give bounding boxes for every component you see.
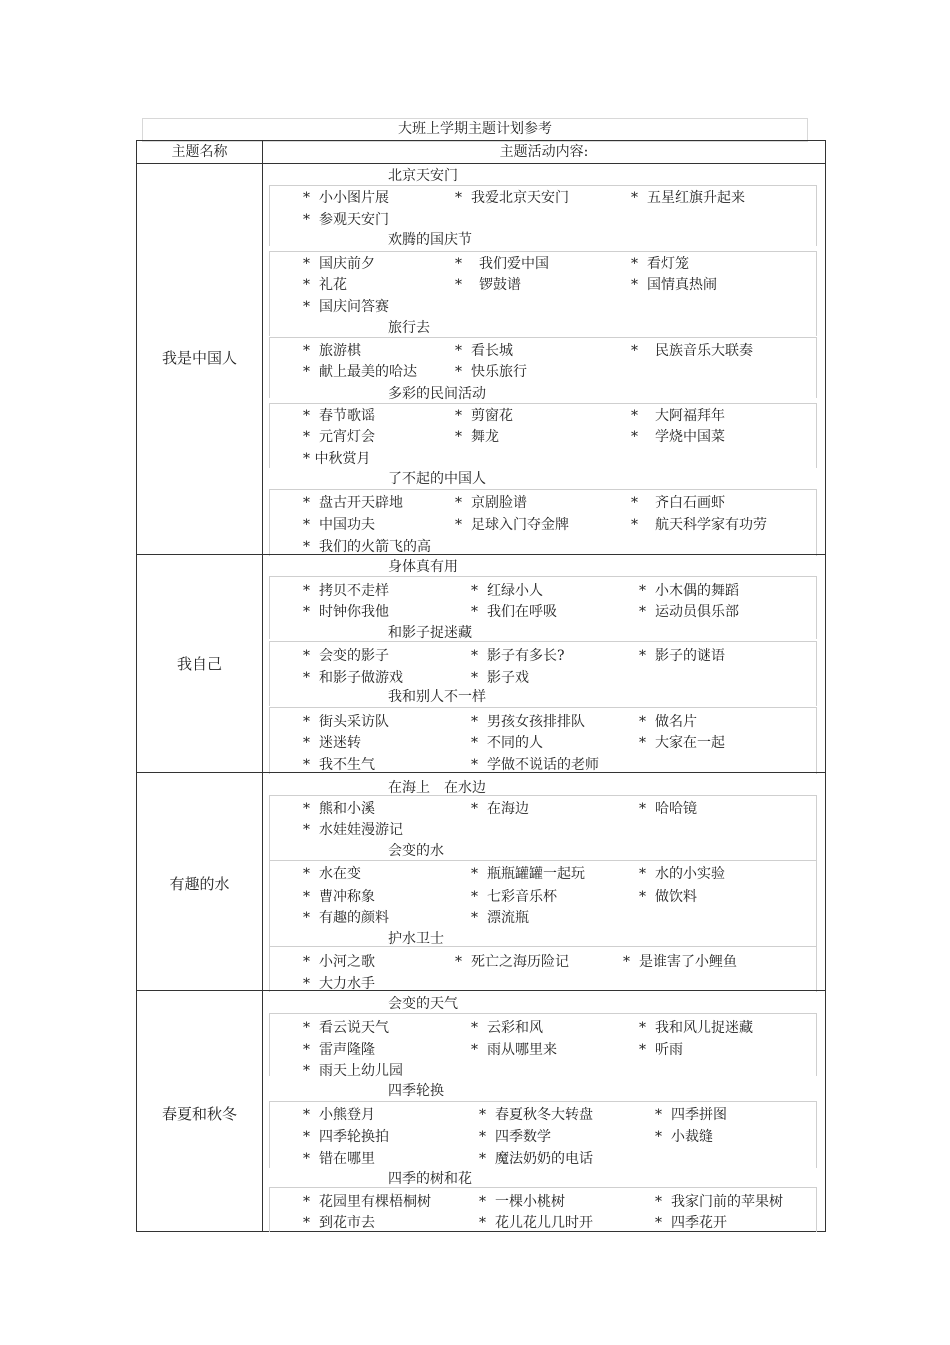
theme-name: 有趣的水 <box>169 875 230 893</box>
list-item: * 做饮料 <box>639 889 697 905</box>
list-item: * 在海边 <box>471 801 529 817</box>
list-item: * 京剧脸谱 <box>455 495 527 511</box>
list-item: * 我爱北京天安门 <box>455 190 569 206</box>
list-item: * 和影子做游戏 <box>303 670 403 686</box>
list-item: * 国情真热闹 <box>631 277 717 293</box>
list-item: * 听雨 <box>639 1042 683 1058</box>
subtheme-title: 欢腾的国庆节 <box>388 232 472 248</box>
list-item: * 锣鼓谱 <box>455 277 521 293</box>
list-item: * 做名片 <box>639 714 697 730</box>
list-item: * 男孩女孩排排队 <box>471 714 585 730</box>
list-item: * 迷迷转 <box>303 735 361 751</box>
list-item: * 小裁缝 <box>655 1129 713 1145</box>
subtheme-title: 我和别人不一样 <box>388 689 486 705</box>
list-item: * 云彩和风 <box>471 1020 543 1036</box>
list-item: * 有趣的颜料 <box>303 910 389 926</box>
subtheme-title: 多彩的民间活动 <box>388 386 486 402</box>
list-item: * 红绿小人 <box>471 583 543 599</box>
list-item: * 雨天上幼儿园 <box>303 1063 403 1079</box>
list-item: * 七彩音乐杯 <box>471 889 557 905</box>
list-item: * 死亡之海历险记 <box>455 954 569 970</box>
header-theme-name: 主题名称 <box>171 144 228 160</box>
theme-plan-table <box>136 140 826 1232</box>
list-item: * 元宵灯会 <box>303 429 375 445</box>
theme-separator <box>137 554 825 555</box>
list-item: * 我们在呼吸 <box>471 604 557 620</box>
list-item: * 哈哈镜 <box>639 801 697 817</box>
theme-name: 我自己 <box>176 655 222 673</box>
list-item: * 四季花开 <box>655 1215 727 1231</box>
list-item: * 瓶瓶罐罐一起玩 <box>471 866 585 882</box>
list-item: * 一棵小桃树 <box>479 1194 565 1210</box>
document-title: 大班上学期主题计划参考 <box>142 118 808 142</box>
list-item: * 小小图片展 <box>303 190 389 206</box>
list-item: * 旅游棋 <box>303 343 361 359</box>
list-item: * 会变的影子 <box>303 648 389 664</box>
list-item: * 四季数学 <box>479 1129 551 1145</box>
list-item: * 漂流瓶 <box>471 910 529 926</box>
list-item: * 学烧中国菜 <box>631 429 725 445</box>
list-item: * 拷贝不走样 <box>303 583 389 599</box>
list-item: * 我不生气 <box>303 757 375 773</box>
list-item: * 看灯笼 <box>631 256 689 272</box>
list-item: * 春节歌谣 <box>303 408 375 424</box>
theme-name: 春夏和秋冬 <box>161 1105 237 1123</box>
list-item: * 街头采访队 <box>303 714 389 730</box>
list-item: * 礼花 <box>303 277 347 293</box>
list-item: * 影子的谜语 <box>639 648 725 664</box>
list-item: * 错在哪里 <box>303 1151 375 1167</box>
table-header-row <box>137 141 825 164</box>
list-item: * 雷声隆隆 <box>303 1042 375 1058</box>
list-item: * 剪窗花 <box>455 408 513 424</box>
list-item: * 中秋赏月 <box>303 451 371 467</box>
list-item: * 我们的火箭飞的高 <box>303 539 431 555</box>
subtheme-title: 身体真有用 <box>388 559 458 575</box>
column-divider <box>262 141 263 1231</box>
list-item: * 小河之歌 <box>303 954 375 970</box>
list-item: * 曹冲称象 <box>303 889 375 905</box>
subtheme-title: 会变的天气 <box>388 996 458 1012</box>
list-item: * 中国功夫 <box>303 517 375 533</box>
theme-separator <box>137 990 825 991</box>
list-item: * 看云说天气 <box>303 1020 389 1036</box>
list-item: * 雨从哪里来 <box>471 1042 557 1058</box>
list-item: * 学做不说话的老师 <box>471 757 599 773</box>
list-item: * 影子戏 <box>471 670 529 686</box>
theme-name: 我是中国人 <box>161 349 237 367</box>
list-item: * 五星红旗升起来 <box>631 190 745 206</box>
subtheme-title: 护水卫士 <box>388 931 444 947</box>
subtheme-title: 和影子捉迷藏 <box>388 625 472 641</box>
list-item: * 国庆问答赛 <box>303 299 389 315</box>
list-item: * 足球入门夺金牌 <box>455 517 569 533</box>
list-item: * 我家门前的苹果树 <box>655 1194 783 1210</box>
list-item: * 到花市去 <box>303 1215 375 1231</box>
subtheme-title: 了不起的中国人 <box>388 471 486 487</box>
list-item: * 盘古开天辟地 <box>303 495 403 511</box>
list-item: * 水娃娃漫游记 <box>303 822 403 838</box>
list-item: * 小木偶的舞蹈 <box>639 583 739 599</box>
list-item: * 舞龙 <box>455 429 499 445</box>
header-theme-content: 主题活动内容: <box>499 144 589 160</box>
list-item: * 我和风儿捉迷藏 <box>639 1020 753 1036</box>
list-item: * 熊和小溪 <box>303 801 375 817</box>
subtheme-title: 在海上 在水边 <box>388 780 486 796</box>
subtheme-title: 会变的水 <box>388 843 444 859</box>
list-item: * 四季轮换拍 <box>303 1129 389 1145</box>
subtheme-title: 旅行去 <box>388 320 430 336</box>
list-item: * 是谁害了小鲤鱼 <box>623 954 737 970</box>
list-item: * 时钟你我他 <box>303 604 389 620</box>
list-item: * 民族音乐大联奏 <box>631 343 753 359</box>
list-item: * 参观天安门 <box>303 212 389 228</box>
list-item: * 影子有多长? <box>471 648 565 664</box>
list-item: * 春夏秋冬大转盘 <box>479 1107 593 1123</box>
list-item: * 魔法奶奶的电话 <box>479 1151 593 1167</box>
list-item: * 运动员俱乐部 <box>639 604 739 620</box>
list-item: * 花园里有棵梧桐树 <box>303 1194 431 1210</box>
list-item: * 不同的人 <box>471 735 543 751</box>
subtheme-title: 四季轮换 <box>388 1083 444 1099</box>
list-item: * 齐白石画虾 <box>631 495 725 511</box>
list-item: * 大家在一起 <box>639 735 725 751</box>
list-item: * 快乐旅行 <box>455 364 527 380</box>
list-item: * 花儿花儿几时开 <box>479 1215 593 1231</box>
subtheme-title: 北京天安门 <box>388 168 458 184</box>
list-item: * 大阿福拜年 <box>631 408 725 424</box>
subtheme-title: 四季的树和花 <box>388 1171 472 1187</box>
list-item: * 航天科学家有功劳 <box>631 517 767 533</box>
list-item: * 看长城 <box>455 343 513 359</box>
list-item: * 大力水手 <box>303 976 375 992</box>
list-item: * 水在变 <box>303 866 361 882</box>
list-item: * 我们爱中国 <box>455 256 549 272</box>
list-item: * 水的小实验 <box>639 866 725 882</box>
list-item: * 四季拼图 <box>655 1107 727 1123</box>
list-item: * 小熊登月 <box>303 1107 375 1123</box>
list-item: * 国庆前夕 <box>303 256 375 272</box>
list-item: * 献上最美的哈达 <box>303 364 417 380</box>
